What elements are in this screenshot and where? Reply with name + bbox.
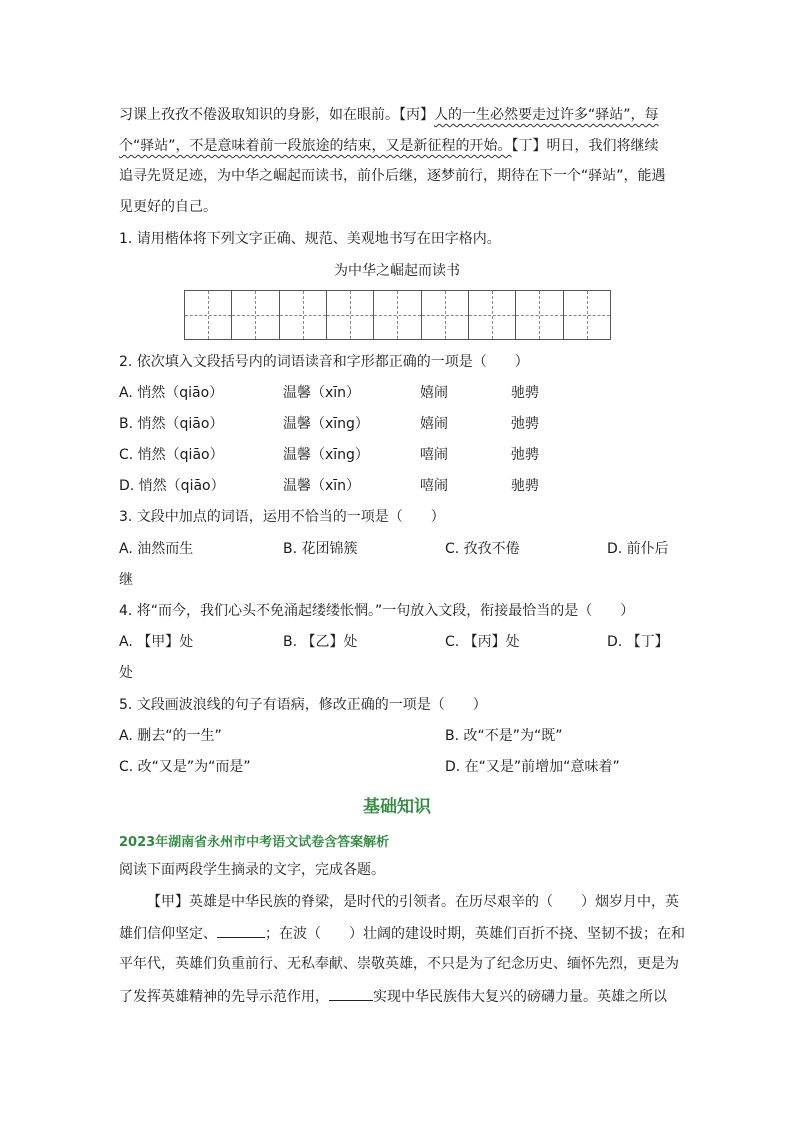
passage2-text: 了发挥英雄精神的先导示范作用， <box>119 989 329 1005</box>
q2-option-d-word3: 嘻闹 <box>420 478 448 494</box>
question-2-prompt: 2. 依次填入文段括号内的词语读音和字形都正确的一项是（ ） <box>119 354 529 370</box>
grid-cell[interactable] <box>564 291 610 339</box>
q4-option-b[interactable]: B. 【乙】处 <box>283 634 358 650</box>
grid-cell[interactable] <box>232 291 279 339</box>
q5-option-d[interactable]: D. 在“又是”前增加“意味着” <box>445 759 620 775</box>
grid-cell[interactable] <box>422 291 469 339</box>
grid-cell[interactable] <box>280 291 327 339</box>
grid-cell[interactable] <box>516 291 563 339</box>
q2-option-c-word1[interactable]: C. 悄然（qiāo） <box>119 447 224 463</box>
q2-option-c-word2: 温馨（xīng） <box>283 447 369 463</box>
q4-option-d[interactable]: D. 【丁】 <box>607 634 669 650</box>
wavy-sentence: 人的一生必然要走过许多“驿站”，每 <box>434 107 659 123</box>
wavy-sentence: 个“驿站”，不是意味着前一段旅途的结束，又是新征程的开始。 <box>119 138 512 154</box>
grid-cell[interactable] <box>374 291 421 339</box>
passage-line: 追寻先贤足迹，为中华之崛起而读书，前仆后继，逐梦前行，期待在下一个“驿站”，能遇 <box>119 168 666 184</box>
q2-option-d-word1[interactable]: D. 悄然（qiāo） <box>119 478 225 494</box>
passage2-line: 平年代，英雄们负重前行、无私奉献、崇敬英雄，不只是为了纪念历史、缅怀先烈，更是为 <box>119 956 679 972</box>
q2-option-d-word2: 温馨（xīn） <box>283 478 361 494</box>
section-heading: 基础知识 <box>363 797 431 817</box>
grid-cell[interactable] <box>469 291 516 339</box>
q2-option-b-word1[interactable]: B. 悄然（qiāo） <box>119 416 224 432</box>
passage2-line <box>119 986 667 1007</box>
q2-option-b-word2: 温馨（xīng） <box>283 416 369 432</box>
q2-option-d-word4: 驰骋 <box>511 478 539 494</box>
passage2-text: 雄们信仰坚定、 <box>119 926 217 942</box>
copy-phrase: 为中华之崛起而读书 <box>334 263 460 279</box>
passage2-line: 【甲】英雄是中华民族的脊梁，是时代的引领者。在历尽艰辛的（ ）烟岁月中，英 <box>147 894 679 910</box>
passage2-text: 实现中华民族伟大复兴的磅礴力量。英雄之所以 <box>373 989 667 1005</box>
q3-option-d[interactable]: D. 前仆后 <box>607 541 669 557</box>
q2-option-a-word1[interactable]: A. 悄然（qiāo） <box>119 385 224 401</box>
q3-option-c[interactable]: C. 孜孜不倦 <box>445 541 520 557</box>
question-4-prompt: 4. 将“而今，我们心头不免涌起缕缕怅惘。”一句放入文段，衔接最恰当的是（ ） <box>119 603 635 619</box>
q3-option-d-wrap: 继 <box>119 572 133 588</box>
q5-option-c[interactable]: C. 改“又是”为“而是” <box>119 759 251 775</box>
passage-line <box>119 105 659 125</box>
q4-option-c[interactable]: C. 【丙】处 <box>445 634 520 650</box>
q2-option-a-word3: 嬉闹 <box>420 385 448 401</box>
q2-option-b-word4: 弛骋 <box>511 416 539 432</box>
grid-cell[interactable] <box>327 291 374 339</box>
question-3-prompt: 3. 文段中加点的词语，运用不恰当的一项是（ ） <box>119 509 445 525</box>
grid-cell[interactable] <box>185 291 232 339</box>
q5-option-b[interactable]: B. 改“不是”为“既” <box>445 728 563 744</box>
question-5-prompt: 5. 文段画波浪线的句子有语病，修改正确的一项是（ ） <box>119 697 487 713</box>
passage2-text: ；在波（ ）壮阔的建设时期，英雄们百折不挠、坚韧不拔；在和 <box>265 926 685 942</box>
q4-option-d-wrap: 处 <box>119 665 133 681</box>
passage-text: 【丁】明日，我们将继续 <box>511 138 659 154</box>
q3-option-a[interactable]: A. 油然而生 <box>119 541 194 557</box>
fill-blank[interactable] <box>329 986 373 1001</box>
q2-option-c-word4: 弛骋 <box>511 447 539 463</box>
q5-option-a[interactable]: A. 删去“的一生” <box>119 728 222 744</box>
passage-text: 习课上孜孜不倦汲取知识的身影，如在眼前。【丙】 <box>119 107 434 123</box>
q2-option-a-word2: 温馨（xīn） <box>283 385 361 401</box>
question-1-prompt: 1. 请用楷体将下列文字正确、规范、美观地书写在田字格内。 <box>119 231 501 247</box>
source-title: 2023年湖南省永州市中考语文试卷含答案解析 <box>119 835 390 850</box>
q2-option-b-word3: 嬉闹 <box>420 416 448 432</box>
reading-instruction: 阅读下面两段学生摘录的文字，完成各题。 <box>119 862 385 878</box>
fill-blank[interactable] <box>217 923 265 938</box>
q2-option-a-word4: 驰骋 <box>511 385 539 401</box>
passage2-line <box>119 923 685 944</box>
passage-line: 见更好的自己。 <box>119 199 217 215</box>
tianzige-grid[interactable] <box>184 290 611 340</box>
q3-option-b[interactable]: B. 花团锦簇 <box>283 541 358 557</box>
q2-option-c-word3: 嘻闹 <box>420 447 448 463</box>
passage-line <box>119 136 659 156</box>
q4-option-a[interactable]: A. 【甲】处 <box>119 634 194 650</box>
